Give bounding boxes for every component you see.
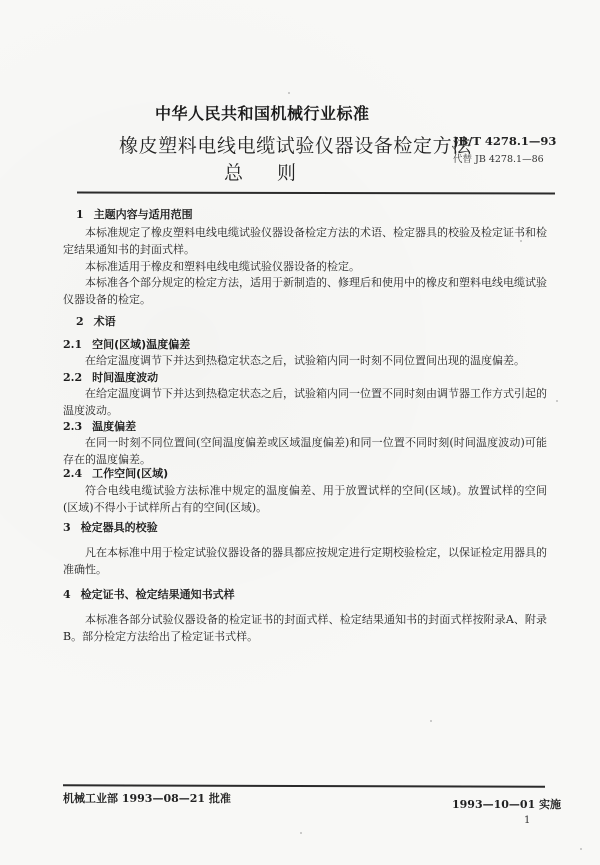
section-number: 4 [63, 588, 71, 601]
scan-speck [580, 848, 582, 850]
subsection-title: 工作空间(区域) [92, 467, 169, 480]
subsection-2-3-heading [63, 418, 136, 434]
subsection-number: 2.1 [63, 338, 83, 351]
section-3-heading [63, 519, 158, 535]
section-title: 检定证书、检定结果通知书式样 [80, 588, 235, 601]
subsection-number: 2.3 [63, 420, 83, 433]
scan-speck [288, 92, 290, 94]
subsection-number: 2.2 [63, 371, 83, 384]
section-title: 检定器具的校验 [80, 521, 158, 534]
section-number: 3 [63, 521, 71, 534]
replaces-standard: 代替 JB 4278.1—86 [453, 154, 544, 165]
section-title: 主题内容与适用范围 [93, 208, 193, 221]
footer-divider [63, 784, 545, 787]
subsection-title: 空间(区域)温度偏差 [92, 338, 191, 351]
subsection-2-2-heading [63, 369, 158, 385]
subtitle-char-2: 则 [277, 162, 297, 184]
section-2-heading [76, 313, 116, 329]
paragraph: 本标准规定了橡皮塑料电线电缆试验仪器设备检定方法的术语、检定器具的校验及检定证书和检定结果通知书的封面式样。 [63, 226, 547, 256]
subsection-title: 温度偏差 [92, 420, 137, 433]
standard-number: JB/T 4278.1—93 [453, 134, 557, 148]
section-4-heading [63, 586, 235, 602]
paragraph: 在同一时刻不同位置间(空间温度偏差或区域温度偏差)和同一位置不同时刻(时间温度波动)可能存在的温度偏差。 [63, 436, 547, 466]
paragraph: 符合电线电缆试验方法标准中规定的温度偏差、用于放置试样的空间(区域)。放置试样的空间(区域)不得小于试样所占有的空间(区域)。 [63, 484, 547, 514]
paragraph: 本标准各部分试验仪器设备的检定证书的封面式样、检定结果通知书的封面式样按附录A、附录B。部分检定方法给出了检定证书式样。 [63, 613, 547, 643]
subsection-number: 2.4 [63, 467, 83, 480]
scan-speck [556, 400, 558, 402]
subtitle-char-1: 总 [224, 162, 244, 184]
document-subtitle [224, 158, 296, 185]
subsection-2-4-heading [63, 465, 168, 481]
effective-date: 1993—10—01 实施 [452, 798, 562, 811]
subsection-title: 时间温度波动 [92, 371, 159, 384]
header-divider [77, 191, 555, 194]
scan-speck [300, 832, 302, 834]
section-number: 1 [76, 208, 84, 221]
subsection-2-1-heading [63, 336, 190, 352]
document-title: 橡皮塑料电线电缆试验仪器设备检定方法 [119, 135, 472, 157]
approval-date: 机械工业部 1993—08—21 批准 [63, 792, 231, 805]
section-number: 2 [76, 315, 84, 328]
paragraph: 在给定温度调节下并达到热稳定状态之后，试验箱内同一位置不同时刻由调节器工作方式引起的温度波动。 [63, 387, 547, 417]
standard-category: 中华人民共和国机械行业标准 [155, 104, 370, 123]
section-title: 术语 [93, 315, 116, 328]
paragraph: 在给定温度调节下并达到热稳定状态之后，试验箱内同一时刻不同位置间出现的温度偏差。 [85, 354, 525, 367]
paragraph: 本标准各个部分规定的检定方法，适用于新制造的、修理后和使用中的橡皮和塑料电线电缆试验仪器设备的检定。 [63, 276, 547, 306]
page-number: 1 [524, 815, 531, 826]
paragraph: 本标准适用于橡皮和塑料电线电缆试验仪器设备的检定。 [85, 260, 360, 273]
scan-speck [430, 720, 432, 722]
scan-speck [520, 240, 522, 242]
section-1-heading [76, 206, 193, 222]
paragraph: 凡在本标准中用于检定试验仪器设备的器具都应按规定进行定期校验检定，以保证检定用器具的准确性。 [63, 546, 547, 576]
